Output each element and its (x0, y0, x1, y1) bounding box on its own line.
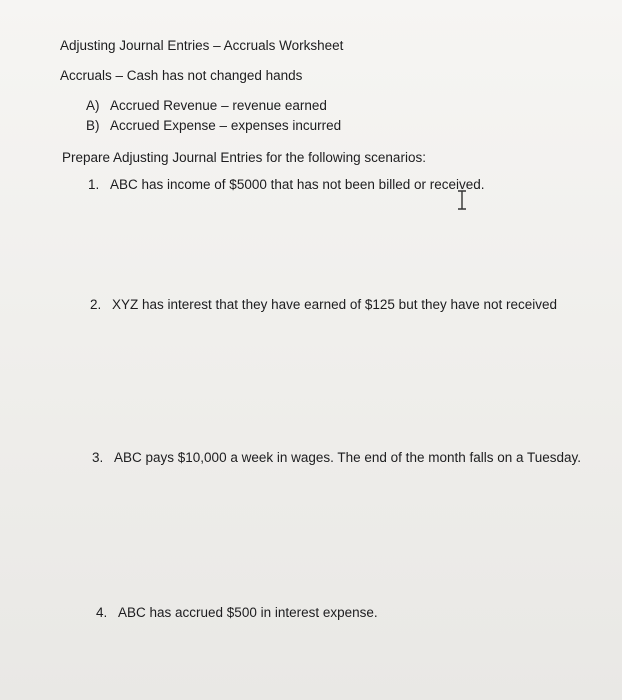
text-cursor-icon (456, 190, 468, 210)
type-text: Accrued Revenue – revenue earned (110, 98, 327, 113)
scenario-number: 3. (92, 450, 104, 465)
scenario-number: 1. (88, 177, 100, 192)
type-item-accrued-revenue (86, 98, 327, 113)
worksheet-title: Adjusting Journal Entries – Accruals Worksheet (60, 38, 344, 53)
scenario-text: XYZ has interest that they have earned of $125 but they have not received (112, 297, 558, 312)
scenario-number: 4. (96, 605, 108, 620)
type-letter: A) (86, 98, 100, 113)
scenario-1 (88, 177, 485, 192)
scenario-number: 2. (90, 297, 102, 312)
scenario-text: ABC has accrued $500 in interest expense. (118, 605, 378, 620)
scenario-3 (92, 450, 581, 465)
type-letter: B) (86, 118, 100, 133)
accruals-definition: Accruals – Cash has not changed hands (60, 68, 303, 83)
scenario-text: ABC pays $10,000 a week in wages. The end of the month falls on a Tuesday. (114, 450, 582, 465)
scenario-2 (90, 297, 557, 312)
type-item-accrued-expense (86, 118, 341, 133)
scenario-4 (96, 605, 378, 620)
instruction-text: Prepare Adjusting Journal Entries for the following scenarios: (62, 150, 426, 165)
type-text: Accrued Expense – expenses incurred (110, 118, 342, 133)
scenario-text: ABC has income of $5000 that has not been billed or received. (110, 177, 485, 192)
